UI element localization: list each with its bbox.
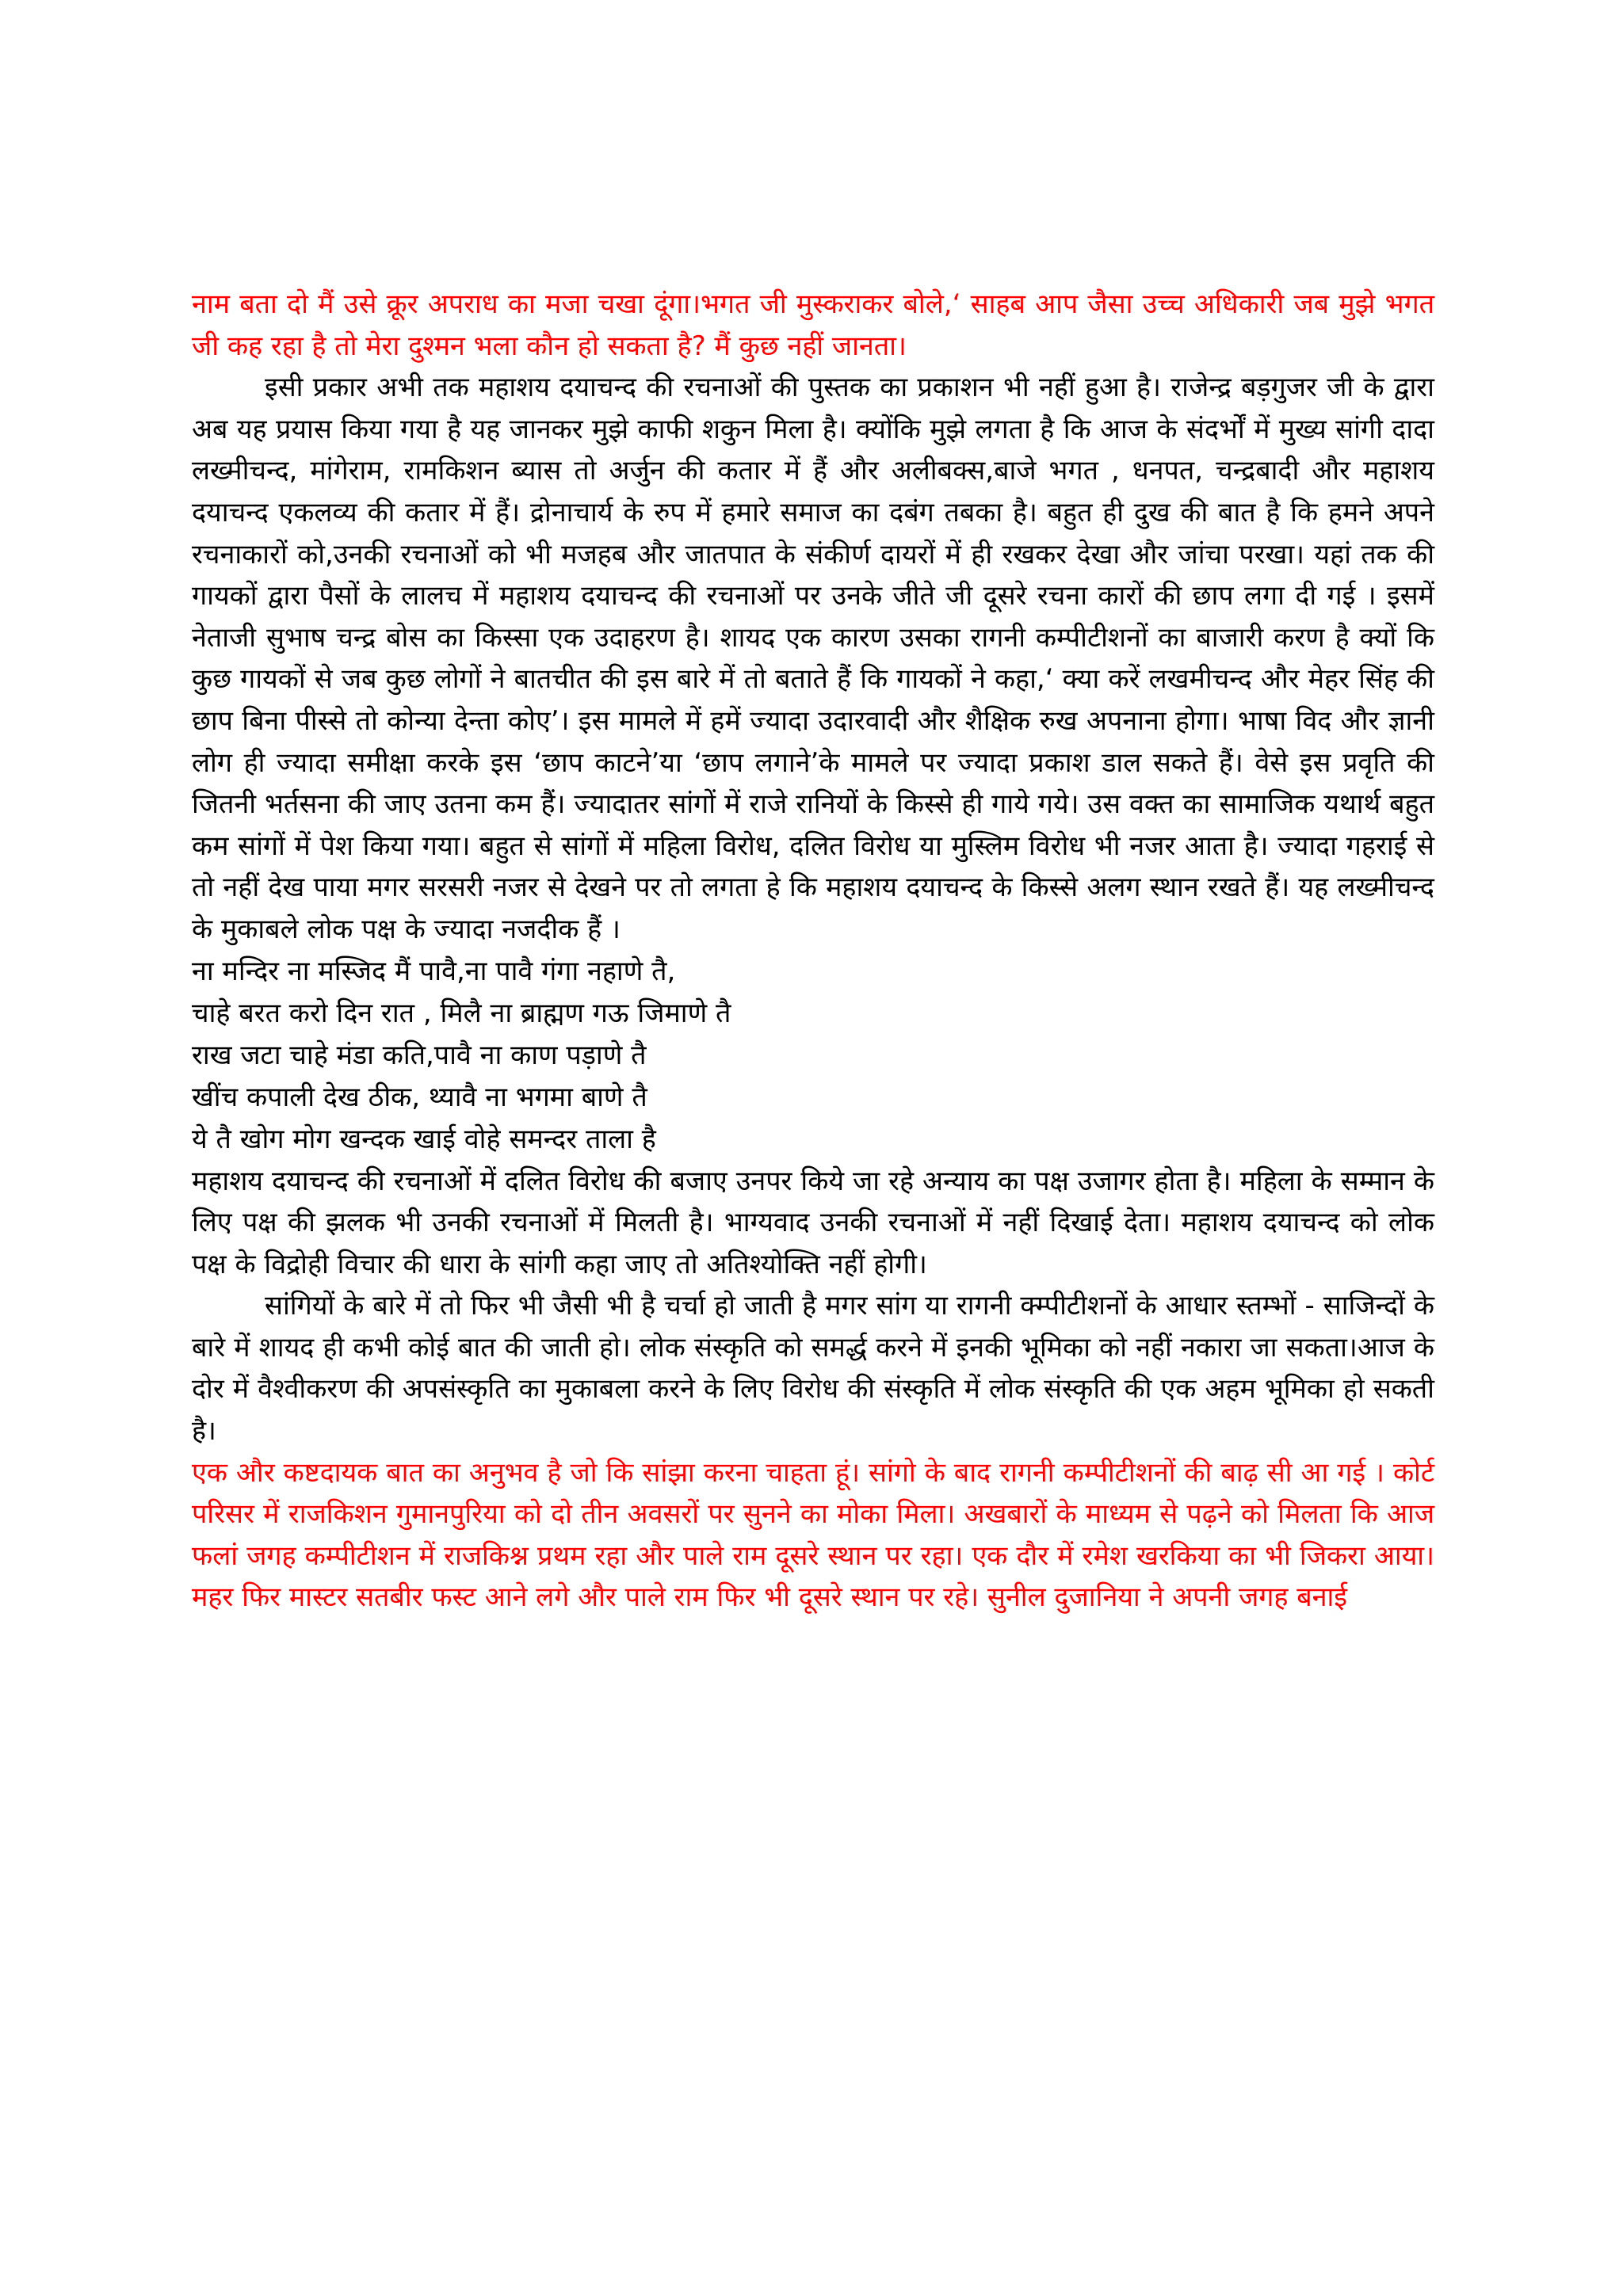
paragraph-red-closing: एक और कष्टदायक बात का अनुभव है जो कि सांझा करना चाहता हूं। सांगो के बाद रागनी कम्पीटीशनों की बाढ़ सी आ गई । कोर्ट परिसर में राजकिशन गुमानपुरिया को दो तीन अवसरों पर सुनने का मोका मिला। अखबारों के माध्यम से पढ़ने को मिलता कि आज फलां जगह कम्पीटीशन में राजकिश्न प्रथम रहा और पाले राम दूसरे स्थान पर रहा। एक दौर में रमेश खरकिया का भी जिकरा आया। महर फिर मास्टर सतबीर फस्ट आने लगे और पाले राम फिर भी दूसरे स्थान पर रहे। सुनील दुजानिया ने अपनी जगह बनाई — [192, 1456, 1434, 1614]
verse-line: चाहे बरत करो दिन रात , मिलै ना ब्राह्मण गऊ जिमाणे तै — [192, 997, 731, 1029]
paragraph-dayachand: महाशय दयाचन्द की रचनाओं में दलित विरोध की बजाए उनपर किये जा रहे अन्याय का पक्ष उजागर होता है। महिला के सम्मान के लिए पक्ष की झलक भी उनकी रचनाओं में मिलती है। भाग्यवाद उनकी रचनाओं में नहीं दिखाई देता। महाशय दयाचन्द को लोक पक्ष के विद्रोही विचार की धारा के सांगी कहा जाए तो अतिश्योक्ति नहीं होगी। — [192, 1165, 1434, 1280]
paragraph-saajinde: सांगियों के बारे में तो फिर भी जैसी भी है चर्चा हो जाती है मगर सांग या रागनी क्म्पीटीशनों के आधार स्तम्भों - साजिन्दों के बारे में शायद ही कभी कोई बात की जाती हो। लोक संस्कृति को समर्द्ध करने में इनकी भूमिका को नहीं नकारा जा सकता।आज के दोर में वैश्वीकरण की अपसंस्कृति का मुकाबला करने के लिए विरोध की संस्कृति में लोक संस्कृति की एक अहम भूमिका हो सकती है। — [192, 1290, 1434, 1447]
verse-line: ये तै खोग मोग खन्दक खाई वोहे समन्दर ताला है — [192, 1123, 656, 1155]
document-body — [192, 284, 1434, 1619]
verse-block — [192, 951, 1434, 1161]
verse-line: ना मन्दिर ना मस्जिद मैं पावै,ना पावै गंगा नहाणे तै, — [192, 955, 676, 987]
verse-line: राख जटा चाहे मंडा कति,पावै ना काण पड़ाणे तै — [192, 1039, 647, 1071]
paragraph-red-opening: नाम बता दो मैं उसे क्रूर अपराध का मजा चखा दूंगा।भगत जी मुस्कराकर बोले,‘ साहब आप जैसा उच्च अधिकारी जब मुझे भगत जी कह रहा है तो मेरा दुश्मन भला कौन हो सकता है? मैं कुछ नहीं जानता। — [192, 288, 1434, 362]
verse-line: खींच कपाली देख ठीक, थ्यावै ना भगमा बाणे तै — [192, 1081, 647, 1113]
paragraph-main: इसी प्रकार अभी तक महाशय दयाचन्द की रचनाओं की पुस्तक का प्रकाशन भी नहीं हुआ है। राजेन्द्र बड़गुजर जी के द्वारा अब यह प्रयास किया गया है यह जानकर मुझे काफी शकुन मिला है। क्योंकि मुझे लगता है कि आज के संदर्भों में मुख्य सांगी दादा लख्मीचन्द, मांगेराम, रामकिशन ब्यास तो अर्जुन की कतार में हैं और अलीबक्स,बाजे भगत , धनपत, चन्द्रबादी और महाशय दयाचन्द एकलव्य की कतार में हैं। द्रोनाचार्य के रुप में हमारे समाज का दबंग तबका है। बहुत ही दुख की बात है कि हमने अपने रचनाकारों को,उनकी रचनाओं को भी मजहब और जातपात के संकीर्ण दायरों में ही रखकर देखा और जांचा परखा। यहां तक की गायकों द्वारा पैसों के लालच में महाशय दयाचन्द की रचनाओं पर उनके जीते जी दूसरे रचना कारों की छाप लगा दी गई । इसमें नेताजी सुभाष चन्द्र बोस का किस्सा एक उदाहरण है। शायद एक कारण उसका रागनी कम्पीटीशनों का बाजारी करण है क्यों कि कुछ गायकों से जब कुछ लोगों ने बातचीत की इस बारे में तो बताते हैं कि गायकों ने कहा,‘ क्या करें लखमीचन्द और मेहर सिंह की छाप बिना पीस्से तो कोन्या देन्ता कोए’। इस मामले में हमें ज्यादा उदारवादी और शैक्षिक रुख अपनाना होगा। भाषा विद और ज्ञानी लोग ही ज्यादा समीक्षा करके इस ‘छाप काटने’या ‘छाप लगाने’के मामले पर ज्यादा प्रकाश डाल सकते हैं। वेसे इस प्रवृति की जितनी भर्तसना की जाए उतना कम हैं। ज्यादातर सांगों में राजे रानियों के किस्से ही गाये गये। उस वक्त का सामाजिक यथार्थ बहुत कम सांगों में पेश किया गया। बहुत से सांगों में महिला विरोध, दलित विरोध या मुस्लिम विरोध भी नजर आता है। ज्यादा गहराई से तो नहीं देख पाया मगर सरसरी नजर से देखने पर तो लगता हे कि महाशय दयाचन्द के किस्से अलग स्थान रखते हैं। यह लख्मीचन्द के मुकाबले लोक पक्ष के ज्यादा नजदीक हैं । — [192, 372, 1434, 945]
